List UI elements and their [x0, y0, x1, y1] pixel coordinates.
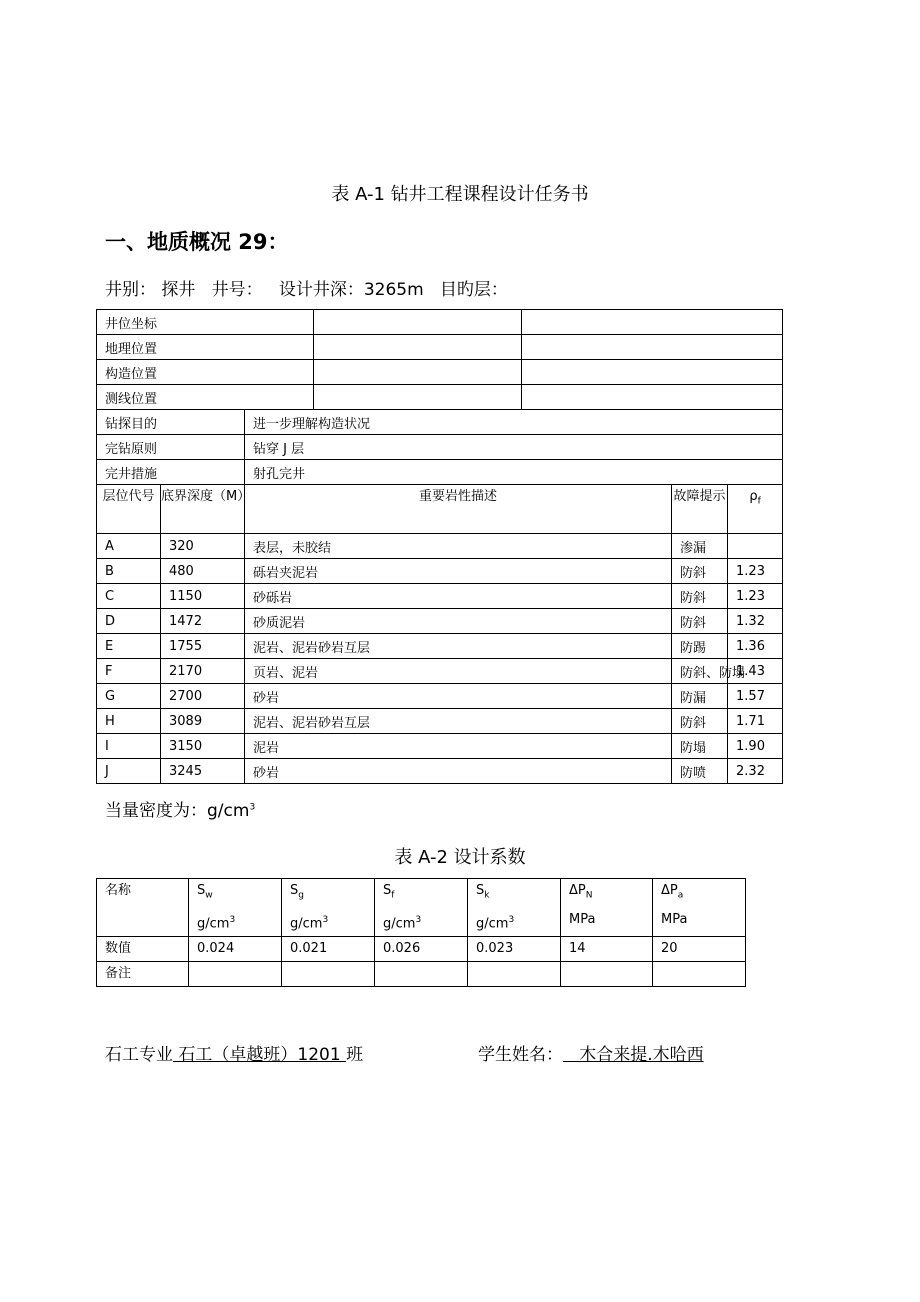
dpa-symbol: ΔP	[661, 883, 678, 898]
strata-row	[97, 734, 783, 759]
header-code: 层位代号	[97, 485, 161, 534]
sk-unit-sup: 3	[508, 914, 515, 925]
coef-sg-value: 0.021	[282, 936, 375, 961]
info-row	[97, 310, 783, 335]
dpn-sub: N	[585, 890, 593, 901]
strata-lithology: 砂砾岩	[245, 584, 672, 609]
table2-title: 表 A-2 设计系数	[394, 847, 526, 868]
info-value	[314, 360, 522, 385]
strata-lithology: 表层，未胶结	[245, 534, 672, 559]
strata-code: C	[97, 584, 161, 609]
strata-code: I	[97, 734, 161, 759]
strata-hazard: 防塌	[672, 734, 728, 759]
sf-sub: f	[391, 890, 395, 901]
strata-rho-f: 1.43	[728, 659, 783, 684]
strata-lithology: 砂岩	[245, 759, 672, 784]
strata-depth: 480	[161, 559, 245, 584]
strata-code: B	[97, 559, 161, 584]
sg-unit: g/cm	[290, 915, 323, 931]
well-number-label: 井号：	[211, 280, 263, 300]
coef-sg-header	[282, 879, 375, 937]
info-value-2	[522, 385, 783, 410]
info-value	[314, 335, 522, 360]
document-title: 表 A-1 钻井工程课程设计任务书	[331, 184, 589, 205]
sf-symbol: S	[383, 883, 392, 898]
dpn-unit: MPa	[569, 911, 596, 927]
coef-value-label: 数值	[97, 936, 189, 961]
strata-hazard: 防斜、防塌	[672, 659, 728, 684]
strata-rho-f: 1.36	[728, 634, 783, 659]
header-lithology: 重要岩性描述	[245, 485, 672, 534]
info-row	[97, 335, 783, 360]
coef-dpn-value: 14	[561, 936, 653, 961]
strata-rho-f: 1.23	[728, 584, 783, 609]
strata-hazard: 防漏	[672, 684, 728, 709]
strata-rho-f: 1.90	[728, 734, 783, 759]
strata-body	[97, 534, 783, 784]
well-type-label: 井别：	[105, 280, 156, 300]
strata-hazard: 防斜	[672, 584, 728, 609]
purpose-label: 完井措施	[97, 460, 245, 485]
strata-rho-f: 1.23	[728, 559, 783, 584]
sk-unit: g/cm	[476, 915, 509, 931]
strata-lithology: 砂质泥岩	[245, 609, 672, 634]
strata-depth: 3245	[161, 759, 245, 784]
coef-remark-cell	[653, 961, 746, 986]
coef-header-row	[97, 879, 746, 937]
coef-sf-header	[375, 879, 468, 937]
strata-lithology: 泥岩、泥岩砂岩互层	[245, 634, 672, 659]
sf-unit-sup: 3	[415, 914, 422, 925]
coef-sf-value: 0.026	[375, 936, 468, 961]
info-value	[314, 385, 522, 410]
design-depth-value: 3265m	[363, 280, 424, 300]
coef-sw-header	[189, 879, 282, 937]
geology-table	[96, 309, 783, 784]
sk-sub: k	[484, 890, 490, 901]
header-hazard: 故障提示	[672, 485, 728, 534]
info-value-2	[522, 360, 783, 385]
coef-remark-label: 备注	[97, 961, 189, 986]
purpose-value: 进一步理解构造状况	[245, 410, 783, 435]
dpn-symbol: ΔP	[569, 883, 586, 898]
strata-row	[97, 534, 783, 559]
density-note-sup: 3	[249, 802, 256, 813]
info-value-2	[522, 335, 783, 360]
dpa-sub: a	[677, 890, 684, 901]
coef-remark-cell	[282, 961, 375, 986]
sg-unit-sup: 3	[322, 914, 329, 925]
strata-row	[97, 759, 783, 784]
info-label: 构造位置	[97, 360, 314, 385]
strata-hazard: 防斜	[672, 609, 728, 634]
strata-header-row	[97, 485, 783, 534]
coef-remark-cell	[561, 961, 653, 986]
strata-depth: 1472	[161, 609, 245, 634]
strata-rho-f: 1.71	[728, 709, 783, 734]
strata-depth: 1150	[161, 584, 245, 609]
coef-name-header: 名称	[97, 879, 189, 937]
strata-row	[97, 709, 783, 734]
purpose-label: 完钻原则	[97, 435, 245, 460]
strata-hazard: 防喷	[672, 759, 728, 784]
target-layer-label: 目旳层：	[439, 280, 508, 300]
strata-hazard: 防斜	[672, 559, 728, 584]
coef-value-row	[97, 936, 746, 961]
info-value	[314, 310, 522, 335]
sw-sub: w	[205, 890, 213, 901]
strata-row	[97, 584, 783, 609]
coef-dpa-header	[653, 879, 746, 937]
well-info-line	[105, 275, 508, 300]
coef-remark-cell	[375, 961, 468, 986]
info-label: 井位坐标	[97, 310, 314, 335]
strata-rho-f: 1.57	[728, 684, 783, 709]
strata-code: G	[97, 684, 161, 709]
footer-student	[478, 1040, 704, 1065]
info-value-2	[522, 310, 783, 335]
sk-symbol: S	[476, 883, 485, 898]
coef-dpa-value: 20	[653, 936, 746, 961]
coef-dpn-header	[561, 879, 653, 937]
rho-f-subscript: f	[757, 496, 761, 507]
strata-row	[97, 634, 783, 659]
strata-code: A	[97, 534, 161, 559]
student-name-label: 学生姓名：	[478, 1045, 563, 1065]
coef-sk-header	[468, 879, 561, 937]
coef-sk-value: 0.023	[468, 936, 561, 961]
strata-depth: 2700	[161, 684, 245, 709]
strata-code: J	[97, 759, 161, 784]
strata-hazard: 防踢	[672, 634, 728, 659]
strata-depth: 1755	[161, 634, 245, 659]
student-name-value: 木合来提.木哈西	[563, 1045, 704, 1065]
strata-code: E	[97, 634, 161, 659]
coef-remark-cell	[189, 961, 282, 986]
strata-rho-f	[728, 534, 783, 559]
strata-lithology: 泥岩	[245, 734, 672, 759]
density-note	[105, 796, 255, 821]
footer-major	[105, 1040, 363, 1065]
header-depth: 底界深度（M）	[161, 485, 245, 534]
strata-depth: 3089	[161, 709, 245, 734]
sw-unit: g/cm	[197, 915, 230, 931]
strata-lithology: 页岩、泥岩	[245, 659, 672, 684]
density-note-text: 当量密度为：g/cm	[105, 801, 250, 821]
strata-row	[97, 684, 783, 709]
coefficient-table	[96, 878, 746, 987]
strata-row	[97, 659, 783, 684]
sg-symbol: S	[290, 883, 299, 898]
strata-hazard: 渗漏	[672, 534, 728, 559]
design-depth-label: 设计井深：	[278, 280, 364, 300]
strata-hazard: 防斜	[672, 709, 728, 734]
purpose-row	[97, 435, 783, 460]
coef-remark-cell	[468, 961, 561, 986]
info-row	[97, 385, 783, 410]
strata-code: F	[97, 659, 161, 684]
coef-sw-value: 0.024	[189, 936, 282, 961]
strata-code: D	[97, 609, 161, 634]
rho-f-symbol: ρ	[749, 489, 758, 504]
strata-lithology: 砾岩夹泥岩	[245, 559, 672, 584]
purpose-row	[97, 460, 783, 485]
sf-unit: g/cm	[383, 915, 416, 931]
major-label: 石工专业	[105, 1045, 173, 1065]
strata-code: H	[97, 709, 161, 734]
header-rho-f	[728, 485, 783, 534]
strata-depth: 320	[161, 534, 245, 559]
purpose-value: 射孔完井	[245, 460, 783, 485]
strata-rho-f: 2.32	[728, 759, 783, 784]
info-row	[97, 360, 783, 385]
major-value: 石工（卓越班）1201	[173, 1045, 347, 1065]
strata-rho-f: 1.32	[728, 609, 783, 634]
strata-lithology: 砂岩	[245, 684, 672, 709]
purpose-value: 钻穿 J 层	[245, 435, 783, 460]
well-type-value: 探井	[161, 280, 196, 300]
strata-row	[97, 609, 783, 634]
strata-depth: 2170	[161, 659, 245, 684]
info-label: 测线位置	[97, 385, 314, 410]
section-heading: 一、地质概况 29：	[105, 230, 289, 254]
sg-sub: g	[298, 890, 304, 901]
strata-row	[97, 559, 783, 584]
strata-lithology: 泥岩、泥岩砂岩互层	[245, 709, 672, 734]
sw-unit-sup: 3	[229, 914, 236, 925]
coef-remark-row	[97, 961, 746, 986]
class-suffix: 班	[346, 1045, 364, 1065]
purpose-row	[97, 410, 783, 435]
dpa-unit: MPa	[661, 911, 688, 927]
purpose-label: 钻探目的	[97, 410, 245, 435]
info-label: 地理位置	[97, 335, 314, 360]
sw-symbol: S	[197, 883, 206, 898]
strata-depth: 3150	[161, 734, 245, 759]
